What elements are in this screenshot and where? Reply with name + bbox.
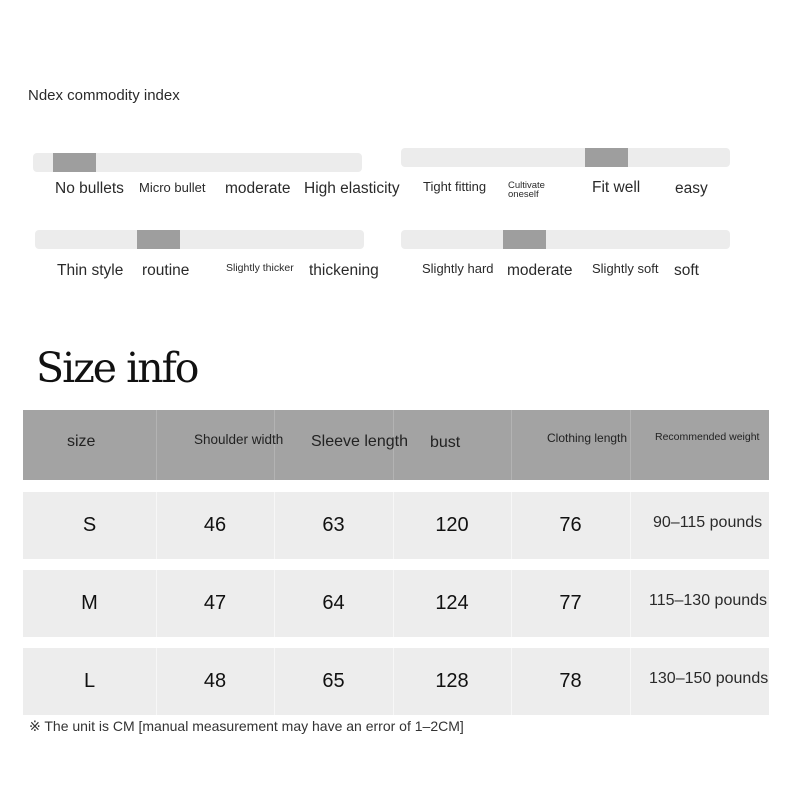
header-clothing-length: Clothing length bbox=[547, 431, 628, 445]
softness-track bbox=[401, 230, 730, 249]
header-recommended-weight: Recommended weight bbox=[655, 431, 760, 443]
index-title: Ndex commodity index bbox=[28, 87, 180, 104]
thickness-option-routine: routine bbox=[142, 262, 190, 279]
cell-sleeve: 64 bbox=[322, 592, 345, 614]
thickness-option-thickening: thickening bbox=[309, 262, 379, 279]
softness-option-slightly-hard: Slightly hard bbox=[422, 261, 494, 276]
cell-sleeve: 63 bbox=[322, 514, 345, 536]
cell-shoulder: 46 bbox=[203, 514, 227, 536]
cell-bust: 128 bbox=[435, 670, 469, 692]
fit-option-fit-well: Fit well bbox=[592, 179, 641, 196]
table-row bbox=[23, 570, 769, 637]
fit-option-easy: easy bbox=[675, 180, 708, 197]
elasticity-indicator bbox=[53, 153, 96, 172]
thickness-option-thin-style: Thin style bbox=[57, 262, 124, 279]
cell-shoulder: 47 bbox=[203, 592, 227, 614]
cell-bust: 124 bbox=[435, 592, 469, 614]
cell-length: 77 bbox=[559, 592, 582, 614]
cell-length: 76 bbox=[559, 514, 582, 536]
thickness-track bbox=[35, 230, 364, 249]
softness-indicator bbox=[503, 230, 546, 249]
elasticity-option-micro-bullet: Micro bullet bbox=[139, 180, 206, 195]
fit-option-tight-fitting: Tight fitting bbox=[423, 179, 487, 194]
fit-indicator bbox=[585, 148, 628, 167]
softness-option-soft: soft bbox=[674, 262, 699, 279]
header-bust: bust bbox=[430, 434, 461, 451]
cell-weight: 115–130 pounds bbox=[649, 592, 768, 609]
fit-track bbox=[401, 148, 730, 167]
softness-option-moderate: moderate bbox=[507, 262, 573, 279]
cell-weight: 90–115 pounds bbox=[653, 514, 763, 531]
size-table-header bbox=[23, 410, 769, 480]
size-info-title: Size info bbox=[36, 344, 198, 392]
table-row bbox=[23, 492, 769, 559]
cell-shoulder: 48 bbox=[203, 670, 227, 692]
fit-option-cultivate-oneself: Cultivate oneself bbox=[508, 180, 545, 200]
elasticity-option-no-bullets: No bullets bbox=[55, 180, 124, 197]
elasticity-track bbox=[33, 153, 362, 172]
thickness-option-slightly-thicker: Slightly thicker bbox=[226, 262, 294, 274]
elasticity-option-moderate: moderate bbox=[225, 180, 291, 197]
cell-bust: 120 bbox=[435, 514, 469, 536]
softness-option-slightly-soft: Slightly soft bbox=[592, 261, 659, 276]
header-sleeve-length: Sleeve length bbox=[311, 433, 408, 450]
cell-length: 78 bbox=[559, 670, 582, 692]
thickness-indicator bbox=[137, 230, 180, 249]
cell-weight: 130–150 pounds bbox=[649, 670, 769, 687]
cell-size: L bbox=[83, 670, 96, 692]
cell-size: S bbox=[82, 514, 97, 536]
cell-size: M bbox=[81, 592, 98, 614]
elasticity-option-high-elasticity: High elasticity bbox=[304, 180, 400, 197]
measurement-note: ※ The unit is CM [manual measurement may have an error of 1–2CM] bbox=[29, 718, 464, 734]
header-shoulder-width: Shoulder width bbox=[194, 432, 284, 447]
table-row bbox=[23, 648, 769, 715]
header-size: size bbox=[67, 433, 96, 450]
cell-sleeve: 65 bbox=[322, 670, 345, 692]
